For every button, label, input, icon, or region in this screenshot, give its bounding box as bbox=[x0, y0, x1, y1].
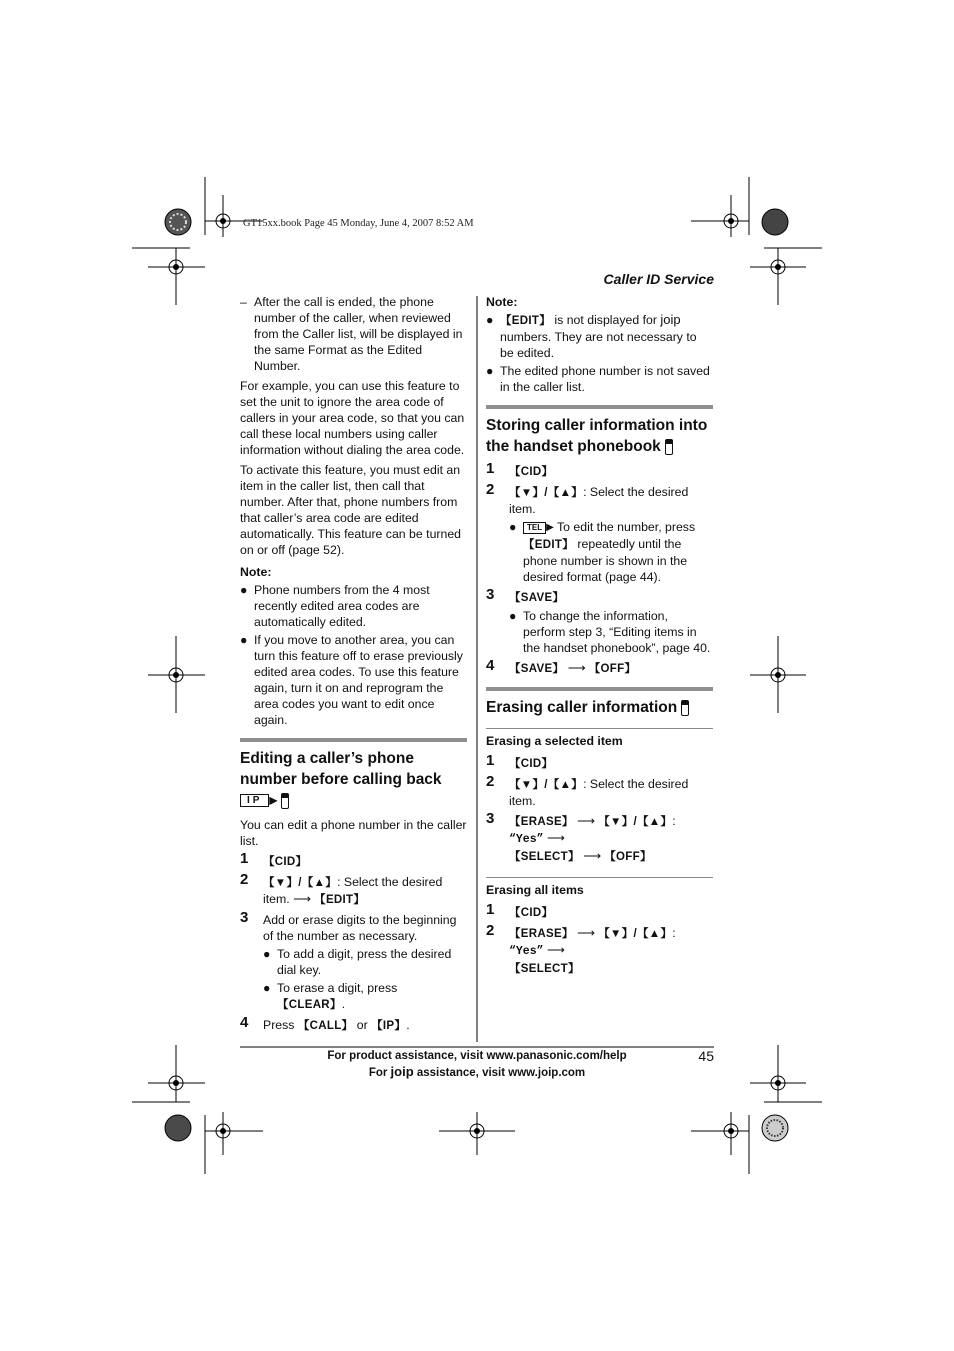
arrow-right-icon: ▶ bbox=[269, 795, 278, 807]
paragraph: For example, you can use this feature to set the unit to ignore the area code of callers in your area code, so that you can call these local numbers using caller information without dialing the area code. bbox=[240, 379, 465, 457]
step-3: 3 【ERASE】 ⟶ 【▼】/【▲】: “Yes” ⟶ 【SELECT】 ⟶ 【OFF】 bbox=[486, 809, 676, 863]
step-1: 1 【CID】 bbox=[486, 751, 554, 770]
footer-line-1: For product assistance, visit www.panasonic.com/help bbox=[327, 1050, 627, 1062]
note-bullet: ● Phone numbers from the 4 most recently edited area codes are automatically edited. bbox=[240, 583, 430, 629]
right-column bbox=[486, 294, 713, 981]
joip-logo: joip bbox=[390, 1064, 414, 1079]
note-label: Note: bbox=[240, 565, 272, 579]
note-bullet: ● The edited phone number is not saved in the caller list. bbox=[486, 364, 710, 394]
step-bullet: ● TEL ▶ To edit the number, press 【EDIT】 repeatedly until the phone number is shown in the desired format (page 44). bbox=[509, 520, 696, 584]
left-column bbox=[240, 294, 467, 1038]
handset-icon bbox=[681, 700, 689, 716]
step-1: 1 【CID】 bbox=[486, 460, 554, 478]
section-heading-edit: Editing a caller’s phone number before calling back IP ▶ bbox=[240, 738, 467, 811]
handset-icon bbox=[665, 439, 673, 455]
arrow-icon: ⟶ bbox=[583, 848, 601, 863]
page-number: 45 bbox=[698, 1048, 714, 1064]
note-label: Note: bbox=[486, 295, 518, 309]
step-4: 4 Press 【CALL】 or 【IP】. bbox=[240, 1014, 410, 1033]
arrow-right-icon: ▶ bbox=[546, 521, 554, 533]
joip-logo: joip bbox=[660, 312, 681, 327]
arrow-icon: ⟶ bbox=[567, 660, 586, 675]
step-3: 3 【SAVE】 ● To change the information, perform step 3, “Editing items in the handset phonebook”, page 40. bbox=[486, 589, 713, 656]
step-1: 1 【CID】 bbox=[240, 850, 308, 869]
step-4: 4 【SAVE】 ⟶ 【OFF】 bbox=[486, 656, 637, 675]
subheading-erase-selected: Erasing a selected item bbox=[486, 728, 713, 749]
step-2: 2 【▼】/【▲】: Select the desired item. ⟶ 【EDIT】 bbox=[240, 871, 443, 907]
arrow-icon: ⟶ bbox=[546, 830, 565, 845]
handset-icon bbox=[281, 793, 289, 809]
step-bullet: ● To add a digit, press the desired dial key. bbox=[263, 947, 452, 978]
step-bullet: ● To erase a digit, press 【CLEAR】. bbox=[263, 981, 398, 1012]
footer-line-2: For joip assistance, visit www.joip.com bbox=[368, 1064, 586, 1079]
page-header: Caller ID Service bbox=[603, 271, 714, 287]
arrow-icon: ⟶ bbox=[546, 942, 565, 957]
step-2: 2 【▼】/【▲】: Select the desired item. bbox=[486, 772, 689, 808]
step-2: 2 【▼】/【▲】: Select the desired item. ● TEL ▶ To edit the number, press 【EDIT】 repeatedly until the phone number is shown in the desired format (page 44). bbox=[486, 484, 713, 585]
paragraph: You can edit a phone number in the caller list. bbox=[240, 818, 467, 849]
arrow-icon: ⟶ bbox=[577, 813, 595, 828]
section-heading-store: Storing caller information into the handset phonebook bbox=[486, 405, 713, 457]
arrow-icon: ⟶ bbox=[577, 925, 595, 940]
note-bullet: ● 【EDIT】 is not displayed for joip numbers. They are not necessary to be edited. bbox=[486, 312, 697, 360]
note-bullet: ● If you move to another area, you can turn this feature off to erase previously edited area codes. To use this feature again, turn it on and reprogram the area codes you want to edit once again. bbox=[240, 633, 463, 727]
paragraph: To activate this feature, you must edit an item in the caller list, then call that number. After that, phone numbers from that caller’s area code are edited automatically. This feature can be turned on or off (page 52). bbox=[240, 463, 462, 557]
step-1: 1 【CID】 bbox=[486, 900, 554, 919]
dash-item: – After the call is ended, the phone number of the caller, when reviewed from the Caller list, will be displayed in the same Format as the Edited Number. bbox=[240, 295, 463, 373]
section-heading-erase: Erasing caller information bbox=[486, 687, 713, 718]
footer bbox=[300, 1048, 654, 1081]
ip-icon: IP bbox=[240, 794, 269, 807]
arrow-icon: ⟶ bbox=[293, 892, 311, 907]
step-3: 3 Add or erase digits to the beginning of the number as necessary. ● To add a digit, press the desired dial key. ● To erase a digit, press 【CLEAR】. bbox=[240, 912, 467, 1013]
step-2: 2 【ERASE】 ⟶ 【▼】/【▲】: “Yes” ⟶ 【SELECT】 bbox=[486, 921, 676, 975]
subheading-erase-all: Erasing all items bbox=[486, 877, 713, 898]
step-bullet: ● To change the information, perform step 3, “Editing items in the handset phonebook”, page 40. bbox=[509, 608, 711, 655]
print-info: GT15xx.book Page 45 Monday, June 4, 2007 8:52 AM bbox=[243, 218, 474, 229]
tel-icon: TEL bbox=[523, 522, 546, 534]
